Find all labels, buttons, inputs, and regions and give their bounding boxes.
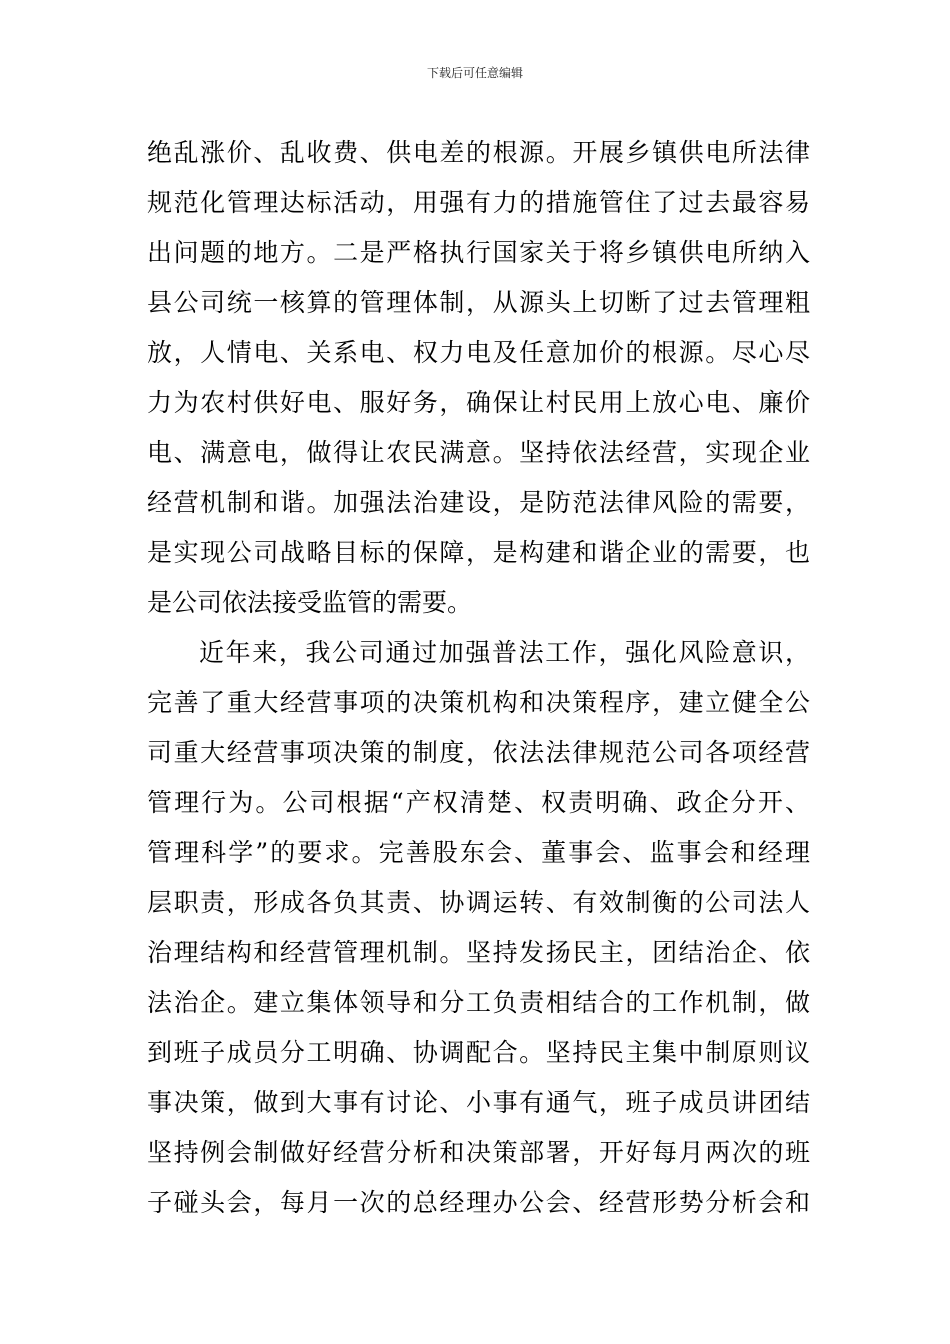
body-line: 司重大经营事项决策的制度，依法法律规范公司各项经营 <box>147 738 810 767</box>
paragraph-start-line: 近年来，我公司通过加强普法工作，强化风险意识， <box>199 638 810 667</box>
body-line: 管理行为。公司根据“产权清楚、权责明确、政企分开、 <box>147 788 810 817</box>
document-body <box>147 128 810 1228</box>
page-header: 下载后可任意编辑 <box>426 66 523 80</box>
body-line: 电、满意电，做得让农民满意。坚持依法经营，实现企业 <box>147 438 810 467</box>
body-line: 是实现公司战略目标的保障，是构建和谐企业的需要，也 <box>147 538 810 567</box>
body-line: 事决策，做到大事有讨论、小事有通气，班子成员讲团结 <box>147 1088 810 1117</box>
body-line: 子碰头会，每月一次的总经理办公会、经营形势分析会和 <box>147 1188 810 1217</box>
body-line: 规范化管理达标活动，用强有力的措施管住了过去最容易 <box>147 188 810 217</box>
body-line: 出问题的地方。二是严格执行国家关于将乡镇供电所纳入 <box>147 238 810 267</box>
body-line: 管理科学”的要求。完善股东会、董事会、监事会和经理 <box>147 838 810 867</box>
body-line: 县公司统一核算的管理体制，从源头上切断了过去管理粗 <box>147 288 810 317</box>
body-line: 治理结构和经营管理机制。坚持发扬民主，团结治企、依 <box>147 938 810 967</box>
body-line: 层职责，形成各负其责、协调运转、有效制衡的公司法人 <box>147 888 810 917</box>
body-line: 完善了重大经营事项的决策机构和决策程序，建立健全公 <box>147 688 810 717</box>
body-line: 力为农村供好电、服好务，确保让村民用上放心电、廉价 <box>147 388 810 417</box>
body-line: 经营机制和谐。加强法治建设，是防范法律风险的需要， <box>147 488 810 517</box>
body-line: 绝乱涨价、乱收费、供电差的根源。开展乡镇供电所法律 <box>147 138 810 167</box>
body-line: 是公司依法接受监管的需要。 <box>147 588 473 617</box>
body-line: 法治企。建立集体领导和分工负责相结合的工作机制，做 <box>147 988 810 1017</box>
body-line: 坚持例会制做好经营分析和决策部署，开好每月两次的班 <box>147 1138 810 1167</box>
body-line: 到班子成员分工明确、协调配合。坚持民主集中制原则议 <box>147 1038 810 1067</box>
body-line: 放，人情电、关系电、权力电及任意加价的根源。尽心尽 <box>147 338 810 367</box>
